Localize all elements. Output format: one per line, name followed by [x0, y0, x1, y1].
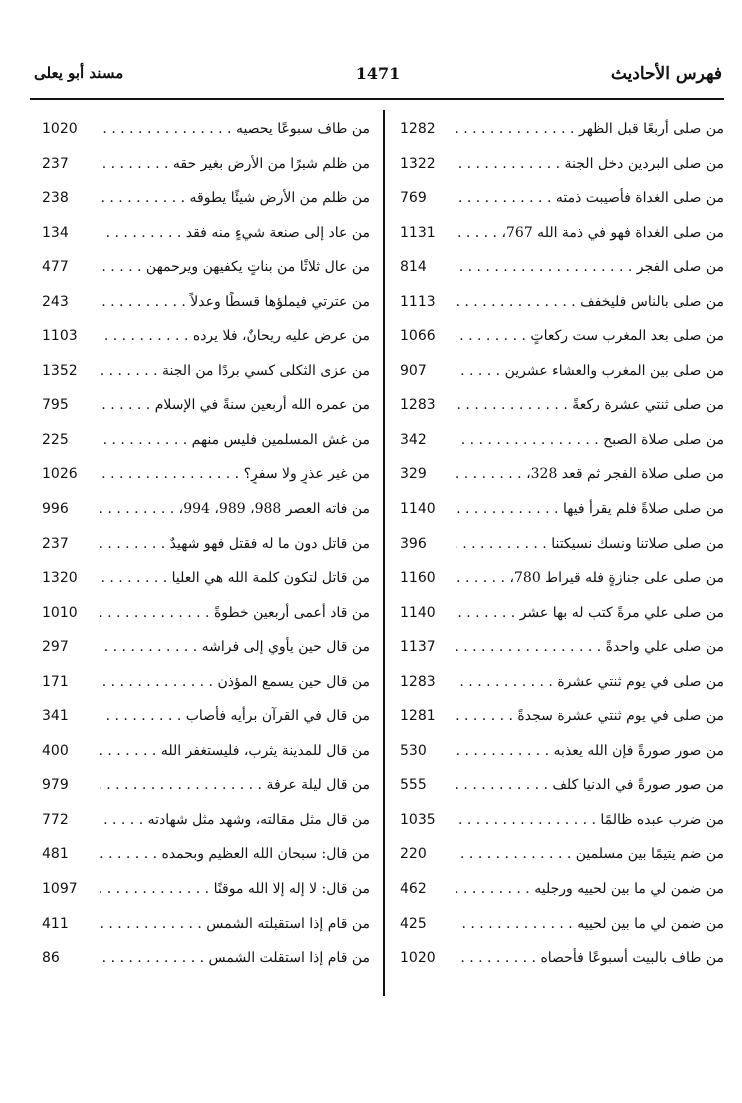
hadith-text: من ضمن لي ما بين لحييه ورجليه . . .	[456, 879, 724, 899]
hadith-text: من قال حين يسمع المؤذن . . .	[100, 672, 370, 692]
index-entry	[396, 112, 724, 147]
index-entry	[396, 872, 724, 907]
index-entry	[396, 216, 724, 251]
index-entry	[396, 699, 724, 734]
hadith-text: من صلى بالناس فليخفف . . .	[456, 292, 724, 312]
hadith-ref-number: 1322	[400, 155, 436, 172]
section-title: فهرس الأحاديث	[610, 64, 722, 84]
index-entry	[396, 907, 724, 942]
hadith-ref-number: 86	[42, 950, 60, 967]
hadith-ref-number: 1035	[400, 811, 436, 828]
index-entry	[40, 630, 370, 665]
hadith-text: من صلى بعد المغرب ست ركعاتٍ . . .	[456, 326, 724, 346]
hadith-ref-number: 238	[42, 190, 69, 207]
hadith-text: من ظلم من الأرض شيئًا يطوقه . . .	[100, 188, 370, 208]
hadith-text: من ضرب عبده ظالمًا . . .	[456, 810, 724, 830]
index-entry	[40, 216, 370, 251]
hadith-ref-number: 1320	[42, 570, 78, 587]
index-entry	[396, 630, 724, 665]
hadith-ref-number: 220	[400, 846, 427, 863]
hadith-ref-number: 1020	[42, 121, 78, 137]
index-entry	[396, 734, 724, 769]
index-entry	[396, 388, 724, 423]
index-entry	[396, 837, 724, 872]
index-entry	[40, 734, 370, 769]
index-entry	[40, 285, 370, 320]
index-entry	[40, 837, 370, 872]
hadith-text: من صلى صلاة الفجر ثم قعد 328، . . .	[456, 464, 724, 484]
hadith-ref-number: 1066	[400, 328, 436, 345]
hadith-text: من قال حين يأوي إلى فراشه . . .	[100, 637, 370, 657]
hadith-text: من صلى بين المغرب والعشاء عشرين . . .	[456, 361, 724, 381]
header-rule	[30, 98, 724, 100]
hadith-ref-number: 1283	[400, 397, 436, 414]
hadith-text: من قال في القرآن برأيه فأصاب . . .	[100, 706, 370, 726]
index-entry	[396, 250, 724, 285]
index-entry	[40, 354, 370, 389]
hadith-ref-number: 481	[42, 846, 69, 863]
hadith-ref-number: 341	[42, 708, 69, 725]
hadith-text: من صور صورةً فإن الله يعذبه . . .	[456, 741, 724, 761]
index-entry	[396, 527, 724, 562]
hadith-text: من صلى الفجر . . .	[456, 257, 724, 277]
hadith-ref-number: 1131	[400, 224, 436, 241]
hadith-text: من عزى الثكلى كسي بردًا من الجنة . . .	[100, 361, 370, 381]
hadith-text: من صلى صلاةً فلم يقرأ فيها . . .	[456, 499, 724, 519]
hadith-text: من صلى البردين دخل الجنة . . .	[456, 154, 724, 174]
index-entry	[40, 147, 370, 182]
hadith-text: من قاتل دون ما له فقتل فهو شهيدٌ . . .	[100, 534, 370, 554]
index-entry	[396, 181, 724, 216]
page-number: 1471	[355, 64, 401, 83]
hadith-ref-number: 171	[42, 673, 69, 690]
index-entry	[40, 596, 370, 631]
hadith-text: من طاف بالبيت أسبوعًا فأحصاه . . .	[456, 948, 724, 968]
hadith-ref-number: 1283	[400, 673, 436, 690]
hadith-text: من قال للمدينة يثرب، فليستغفر الله . . .	[100, 741, 370, 761]
index-entry	[40, 388, 370, 423]
hadith-ref-number: 979	[42, 777, 69, 794]
index-entry	[40, 803, 370, 838]
index-entry	[396, 596, 724, 631]
hadith-ref-number: 555	[400, 777, 427, 794]
hadith-text: من عمره الله أربعين سنةً في الإسلام . . .	[100, 395, 370, 415]
hadith-ref-number: 237	[42, 535, 69, 552]
page-header	[34, 64, 722, 90]
hadith-ref-number: 425	[400, 915, 427, 932]
index-entry	[40, 872, 370, 907]
hadith-ref-number: 814	[400, 259, 427, 276]
hadith-text: من صلى الغداة فهو في ذمة الله 767، . . .	[456, 223, 724, 243]
hadith-ref-number: 1103	[42, 328, 78, 345]
hadith-text: من غش المسلمين فليس منهم . . .	[100, 430, 370, 450]
hadith-ref-number: 996	[42, 501, 69, 518]
hadith-text: من ضم يتيمًا بين مسلمين . . .	[456, 844, 724, 864]
hadith-text: من صلى في يوم ثنتي عشرة . . .	[456, 672, 724, 692]
hadith-text: من قال: سبحان الله العظيم وبحمده . . .	[100, 844, 370, 864]
index-entry	[40, 250, 370, 285]
hadith-ref-number: 342	[400, 431, 427, 448]
index-entry	[40, 941, 370, 976]
hadith-text: من صلى علي مرةً كتب له بها عشر . . .	[456, 603, 724, 623]
index-entry	[40, 457, 370, 492]
hadith-text: من قاتل لتكون كلمة الله هي العليا . . .	[100, 568, 370, 588]
hadith-text: من ظلم شبرًا من الأرض بغير حقه . . .	[100, 154, 370, 174]
index-entry	[396, 561, 724, 596]
book-title: مسند أبو يعلى	[34, 64, 124, 82]
hadith-ref-number: 1140	[400, 501, 436, 518]
hadith-ref-number: 411	[42, 915, 69, 932]
hadith-text: من قال ليلة عرفة . . .	[100, 775, 370, 795]
hadith-ref-number: 1097	[42, 881, 78, 898]
hadith-text: من قال: لا إله إلا الله موقنًا . . .	[100, 879, 370, 899]
hadith-ref-number: 225	[42, 431, 69, 448]
hadith-text: من صلى علي واحدةً . . .	[456, 637, 724, 657]
index-entry	[40, 907, 370, 942]
hadith-ref-number: 297	[42, 639, 69, 656]
index-entry	[396, 457, 724, 492]
hadith-ref-number: 329	[400, 466, 427, 483]
index-entry	[40, 665, 370, 700]
hadith-text: من قال مثل مقالته، وشهد مثل شهادته . . .	[100, 810, 370, 830]
hadith-text: من عرض عليه ريحانٌ، فلا يرده . . .	[100, 326, 370, 346]
hadith-text: من غير عذرٍ ولا سفرٍ؟ . . .	[100, 464, 370, 484]
hadith-ref-number: 1282	[400, 121, 436, 137]
index-entry	[40, 112, 370, 147]
index-entry	[40, 561, 370, 596]
hadith-text: من صلى الغداة فأصيبت ذمته . . .	[456, 188, 724, 208]
hadith-text: من صلى صلاة الصبح . . .	[456, 430, 724, 450]
hadith-ref-number: 134	[42, 224, 69, 241]
index-column-left	[40, 112, 370, 976]
index-entry	[396, 768, 724, 803]
hadith-ref-number: 769	[400, 190, 427, 207]
index-entry	[396, 803, 724, 838]
hadith-ref-number: 1140	[400, 604, 436, 621]
hadith-ref-number: 1020	[400, 950, 436, 967]
index-entry	[40, 319, 370, 354]
hadith-ref-number: 1026	[42, 466, 78, 483]
hadith-ref-number: 237	[42, 155, 69, 172]
index-entry	[396, 423, 724, 458]
hadith-text: من صلى أربعًا قبل الظهر . . .	[456, 119, 724, 139]
hadith-ref-number: 530	[400, 742, 427, 759]
hadith-ref-number: 1137	[400, 639, 436, 656]
index-entry	[396, 285, 724, 320]
hadith-text: من ضمن لي ما بين لحييه . . .	[456, 914, 724, 934]
hadith-text: من قام إذا استقبلته الشمس . . .	[100, 914, 370, 934]
hadith-text: من صلى في يوم ثنتي عشرة سجدةً . . .	[456, 706, 724, 726]
hadith-text: من صلى صلاتنا ونسك نسيكتنا . . .	[456, 534, 724, 554]
index-entry	[40, 492, 370, 527]
hadith-ref-number: 462	[400, 881, 427, 898]
index-entry	[396, 665, 724, 700]
index-entry	[40, 768, 370, 803]
hadith-text: من عاد إلى صنعة شيءٍ منه فقد . . .	[100, 223, 370, 243]
index-entry	[396, 319, 724, 354]
hadith-ref-number: 1352	[42, 362, 78, 379]
index-entry	[396, 147, 724, 182]
column-divider	[383, 110, 385, 996]
hadith-text: من طاف سبوعًا يحصيه . . .	[100, 119, 370, 139]
hadith-ref-number: 477	[42, 259, 69, 276]
hadith-text: من قام إذا استقلت الشمس . . .	[100, 948, 370, 968]
hadith-ref-number: 400	[42, 742, 69, 759]
hadith-text: من صور صورةً في الدنيا كلف . . .	[456, 775, 724, 795]
hadith-ref-number: 1010	[42, 604, 78, 621]
hadith-text: من صلى على جنازةٍ فله قيراط 780، . . .	[456, 568, 724, 588]
hadith-ref-number: 243	[42, 293, 69, 310]
index-entry	[396, 941, 724, 976]
hadith-ref-number: 1160	[400, 570, 436, 587]
hadith-ref-number: 1113	[400, 293, 436, 310]
hadith-text: من صلى ثنتي عشرة ركعةً . . .	[456, 395, 724, 415]
hadith-text: من عترتي فيملؤها قسطًا وعدلاً . . .	[100, 292, 370, 312]
hadith-ref-number: 772	[42, 811, 69, 828]
index-entry	[40, 181, 370, 216]
index-entry	[396, 492, 724, 527]
index-entry	[40, 527, 370, 562]
hadith-text: من قاد أعمى أربعين خطوةً . . .	[100, 603, 370, 623]
index-entry	[40, 699, 370, 734]
hadith-ref-number: 396	[400, 535, 427, 552]
index-entry	[396, 354, 724, 389]
hadith-text: من عال ثلاثًا من بناتٍ يكفيهن ويرحمهن . . .	[100, 257, 370, 277]
hadith-text: من فاته العصر 988، 989، 994، . . .	[100, 499, 370, 519]
hadith-ref-number: 907	[400, 362, 427, 379]
hadith-ref-number: 795	[42, 397, 69, 414]
hadith-ref-number: 1281	[400, 708, 436, 725]
index-column-right	[396, 112, 724, 976]
index-entry	[40, 423, 370, 458]
